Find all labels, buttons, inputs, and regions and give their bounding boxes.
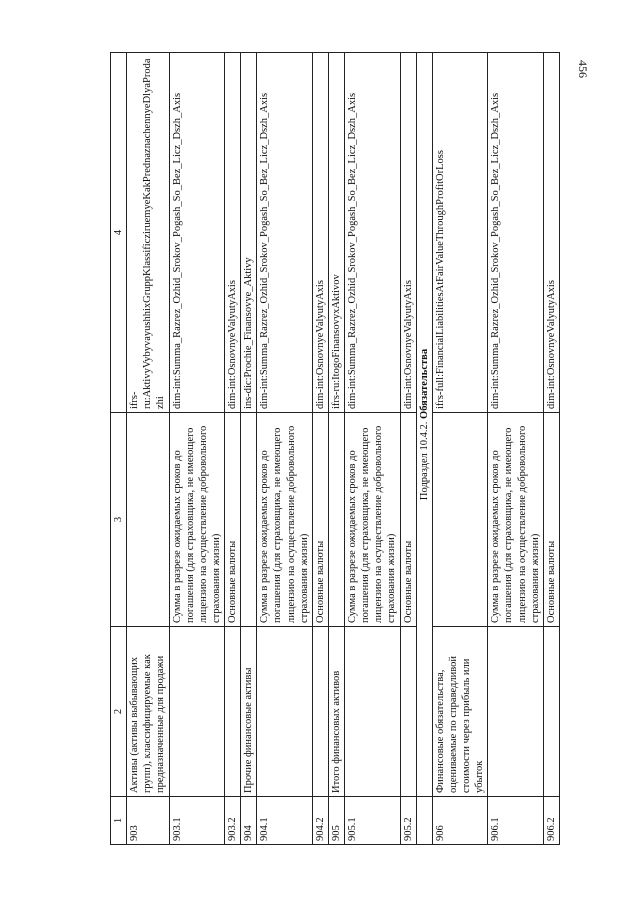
- table-row: [432, 53, 488, 845]
- table-body-section: [416, 53, 432, 845]
- row-number-cell: 905.1: [345, 797, 401, 845]
- row-description-cell: Сумма в разрезе ожидаемых сроков до погашения (для страховщика, не имеющего лицензию на осуществление добровольного страхования жизни): [257, 413, 313, 627]
- table-row: [169, 53, 225, 845]
- row-name-cell: Активы (активы выбывающих групп), классифицируемые как предназначенные для продажи: [127, 627, 169, 797]
- row-description-cell: [127, 413, 169, 627]
- row-number-cell: 903: [127, 797, 169, 845]
- row-description-cell: Основные валюты: [312, 413, 328, 627]
- row-description-cell: Сумма в разрезе ожидаемых сроков до погашения (для страховщика, не имеющего лицензию на осуществление добровольного страхования жизни): [488, 413, 544, 627]
- row-description-cell: [241, 413, 257, 627]
- row-name-cell: [257, 627, 313, 797]
- row-code-cell: dim-int:OsnovnyeValyutyAxis: [400, 53, 416, 413]
- row-name-cell: [543, 627, 559, 797]
- row-code-cell: ifrs-full:FinancialLiabilitiesAtFairValueThroughProfitOrLoss: [432, 53, 488, 413]
- table-row: [241, 53, 257, 845]
- header-col-2: 2: [111, 627, 127, 797]
- row-description-cell: Основные валюты: [543, 413, 559, 627]
- table-row: [127, 53, 169, 845]
- row-description-cell: Основные валюты: [225, 413, 241, 627]
- row-name-cell: Прочие финансовые активы: [241, 627, 257, 797]
- row-name-cell: Финансовые обязательства, оцениваемые по справедливой стоимости через прибыль или убыток: [432, 627, 488, 797]
- row-number-cell: 906: [432, 797, 488, 845]
- row-code-cell: dim-int:Summa_Razrez_Ozhid_Srokov_Pogash_So_Bez_Licz_Dszh_Axis: [488, 53, 544, 413]
- row-description-cell: Сумма в разрезе ожидаемых сроков до погашения (для страховщика, не имеющего лицензию на осуществление добровольного страхования жизни): [169, 413, 225, 627]
- table-row: [543, 53, 559, 845]
- row-description-cell: [328, 413, 344, 627]
- row-description-cell: Сумма в разрезе ожидаемых сроков до погашения (для страховщика, не имеющего лицензию на осуществление добровольного страхования жизни): [345, 413, 401, 627]
- table-body-liabilities: [432, 53, 559, 845]
- table-row: [225, 53, 241, 845]
- row-description-cell: [432, 413, 488, 627]
- table-body-assets: [127, 53, 417, 845]
- row-number-cell: 905.2: [400, 797, 416, 845]
- row-description-cell: Основные валюты: [400, 413, 416, 627]
- row-code-cell: ifrs-ru:AktivyVybyvayushhixGruppKlassificziruemyeKakPrednaznachennyeDlyaProdazhi: [127, 53, 169, 413]
- header-col-3: 3: [111, 413, 127, 627]
- section-prefix: Подраздел 10.4.2.: [418, 418, 430, 501]
- section-row: [416, 53, 432, 845]
- table-row: [488, 53, 544, 845]
- rotated-table-sheet: [110, 53, 580, 845]
- row-name-cell: [225, 627, 241, 797]
- header-col-1: 1: [111, 797, 127, 845]
- row-number-cell: 903.2: [225, 797, 241, 845]
- row-code-cell: ifrs-ru:ItogoFinansovyxAktivov: [328, 53, 344, 413]
- table-row: [400, 53, 416, 845]
- row-name-cell: [488, 627, 544, 797]
- row-code-cell: dim-int:Summa_Razrez_Ozhid_Srokov_Pogash_So_Bez_Licz_Dszh_Axis: [169, 53, 225, 413]
- row-number-cell: 906.1: [488, 797, 544, 845]
- row-number-cell: 904: [241, 797, 257, 845]
- row-number-cell: 903.1: [169, 797, 225, 845]
- table-row: [328, 53, 344, 845]
- row-code-cell: dim-int:OsnovnyeValyutyAxis: [543, 53, 559, 413]
- table-row: [345, 53, 401, 845]
- row-number-cell: 904.1: [257, 797, 313, 845]
- table-row: [312, 53, 328, 845]
- row-number-cell: 904.2: [312, 797, 328, 845]
- header-col-4: 4: [111, 53, 127, 413]
- page-number: 456: [576, 60, 590, 78]
- row-code-cell: ins-dic:Prochie_Finansovye_Aktivy: [241, 53, 257, 413]
- row-name-cell: Итого финансовых активов: [328, 627, 344, 797]
- row-code-cell: dim-int:Summa_Razrez_Ozhid_Srokov_Pogash_So_Bez_Licz_Dszh_Axis: [345, 53, 401, 413]
- row-name-cell: [312, 627, 328, 797]
- row-code-cell: dim-int:OsnovnyeValyutyAxis: [312, 53, 328, 413]
- row-number-cell: 905: [328, 797, 344, 845]
- row-number-cell: 906.2: [543, 797, 559, 845]
- table-row: [257, 53, 313, 845]
- row-code-cell: dim-int:OsnovnyeValyutyAxis: [225, 53, 241, 413]
- taxonomy-table: [110, 52, 560, 845]
- section-heading: [416, 53, 432, 797]
- header-row: [111, 53, 127, 845]
- row-code-cell: dim-int:Summa_Razrez_Ozhid_Srokov_Pogash_So_Bez_Licz_Dszh_Axis: [257, 53, 313, 413]
- row-name-cell: [400, 627, 416, 797]
- row-name-cell: [345, 627, 401, 797]
- section-empty-cell: [416, 797, 432, 845]
- row-name-cell: [169, 627, 225, 797]
- section-title: Обязательства: [418, 348, 430, 419]
